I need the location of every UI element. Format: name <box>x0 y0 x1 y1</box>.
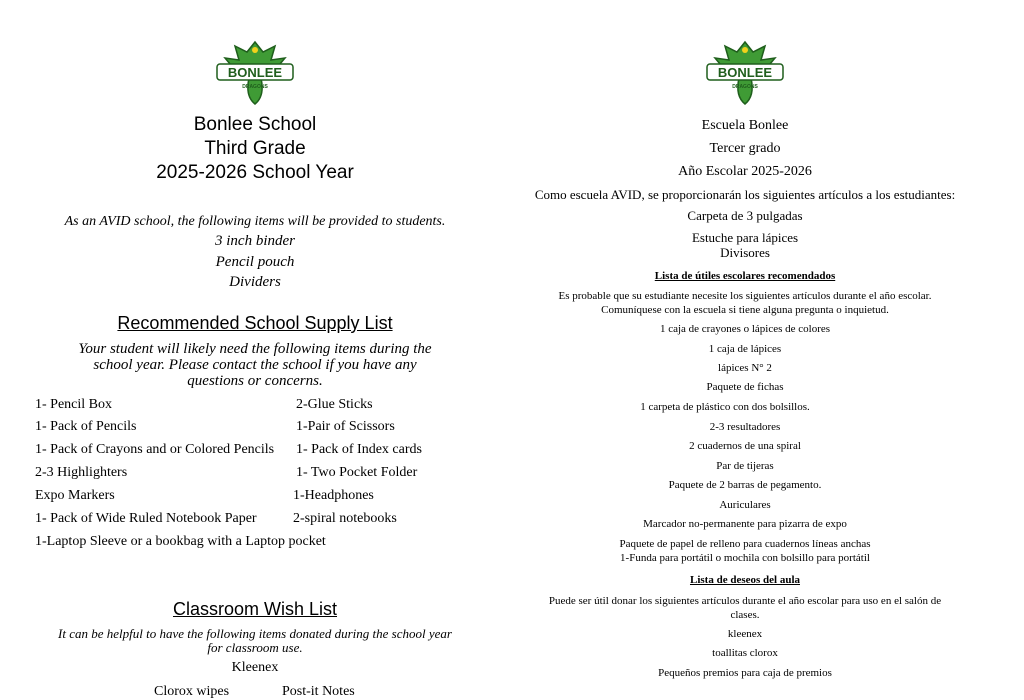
lista-deseos-heading: Lista de deseos del aula <box>689 574 800 586</box>
lista-utiles-item: Marcador no-permanente para pizarra de expo <box>643 518 847 530</box>
avid-item-es: Estuche para lápices <box>691 230 799 245</box>
lista-utiles-note-line: Comuníquese con la escuela si tiene alguna pregunta o inquietud. <box>601 304 889 316</box>
avid-item: 3 inch binder <box>215 233 295 249</box>
lista-utiles-item: lápices N° 2 <box>718 362 772 374</box>
lista-utiles-item: 2 cuadernos de una spiral <box>689 440 801 452</box>
lista-deseos-item: Pequeños premios para caja de premios <box>658 667 832 679</box>
escuela-name: Escuela Bonlee <box>701 118 789 133</box>
avid-item-es: Carpeta de 3 pulgadas <box>687 208 803 223</box>
supply-item: 2-3 Highlighters <box>35 465 128 480</box>
logo-subtext: DRAGONS <box>242 84 268 90</box>
avid-intro-es: Como escuela AVID, se proporcionarán los siguientes artículos a los estudiantes: <box>534 187 956 202</box>
supply-item: 1- Pack of Index cards <box>296 442 422 457</box>
logo-text: BONLEE <box>227 65 283 80</box>
supply-note-line: Your student will likely need the following items during the <box>78 341 432 357</box>
lista-utiles-note-line: Es probable que su estudiante necesite los siguientes artículos durante el año escolar. <box>558 290 932 302</box>
avid-item: Dividers <box>229 274 281 290</box>
lista-utiles-item: Auriculares <box>719 499 771 511</box>
lista-utiles-item: Paquete de 2 barras de pegamento. <box>668 479 822 491</box>
wish-item: Post-it Notes <box>282 684 355 699</box>
wish-item: Clorox wipes <box>154 684 230 699</box>
supply-item: 1- Pack of Crayons and or Colored Pencils <box>35 442 275 457</box>
supply-item: 1- Two Pocket Folder <box>296 465 418 480</box>
grade-title: Third Grade <box>204 138 306 159</box>
school-year-title: 2025-2026 School Year <box>156 162 354 183</box>
school-name: Bonlee School <box>193 114 317 135</box>
supply-item: Expo Markers <box>35 488 115 503</box>
logo-text: BONLEE <box>717 65 773 80</box>
lista-utiles-item: 1 caja de crayones o lápices de colores <box>659 323 831 335</box>
lista-utiles-heading: Lista de útiles escolares recomendados <box>654 270 836 282</box>
supply-list-heading: Recommended School Supply List <box>117 313 393 333</box>
lista-utiles-item: 1 carpeta de plástico con dos bolsillos. <box>640 401 810 413</box>
lista-utiles-item: Paquete de fichas <box>706 381 784 393</box>
wish-item: Kleenex <box>231 660 279 675</box>
wish-note-line: It can be helpful to have the following items donated during the school year <box>58 626 452 641</box>
supply-item: 1-Laptop Sleeve or a bookbag with a Laptop pocket <box>35 534 326 549</box>
avid-intro: As an AVID school, the following items will be provided to students. <box>64 214 446 229</box>
supply-note-line: questions or concerns. <box>187 373 323 389</box>
avid-item: Pencil pouch <box>215 254 295 270</box>
wish-note-line: for classroom use. <box>207 640 303 655</box>
grado-title: Tercer grado <box>709 141 781 156</box>
bonlee-dragons-logo <box>215 38 295 108</box>
ano-escolar-title: Año Escolar 2025-2026 <box>678 164 812 179</box>
lista-deseos-item: kleenex <box>727 628 763 640</box>
supply-item: 1- Pack of Wide Ruled Notebook Paper <box>35 511 257 526</box>
avid-item-es: Divisores <box>720 245 770 260</box>
lista-utiles-item: Paquete de papel de relleno para cuadernos líneas anchas <box>619 538 871 550</box>
supply-item: 1-Pair of Scissors <box>296 419 395 434</box>
bonlee-dragons-logo <box>705 38 785 108</box>
wish-list-heading: Classroom Wish List <box>172 599 338 619</box>
lista-utiles-item: 2-3 resultadores <box>709 421 781 433</box>
logo-subtext: DRAGONS <box>732 84 758 90</box>
supply-item: 1- Pack of Pencils <box>35 419 137 434</box>
lista-deseos-note-line: Puede ser útil donar los siguientes artículos durante el año escolar para uso en el salón de <box>548 595 942 607</box>
lista-utiles-item: Par de tijeras <box>716 460 774 472</box>
lista-deseos-item: toallitas clorox <box>712 647 778 659</box>
supply-item: 2-spiral notebooks <box>293 511 397 526</box>
supply-note-line: school year. Please contact the school if you have any <box>93 357 417 373</box>
lista-utiles-item: 1-Funda para portátil o mochila con bolsillo para portátil <box>620 552 870 564</box>
lista-utiles-item: 1 caja de lápices <box>708 343 782 355</box>
supply-item: 2-Glue Sticks <box>296 397 373 412</box>
supply-item: 1-Headphones <box>293 488 374 503</box>
lista-deseos-note-line: clases. <box>730 609 760 621</box>
supply-item: 1- Pencil Box <box>35 397 112 412</box>
